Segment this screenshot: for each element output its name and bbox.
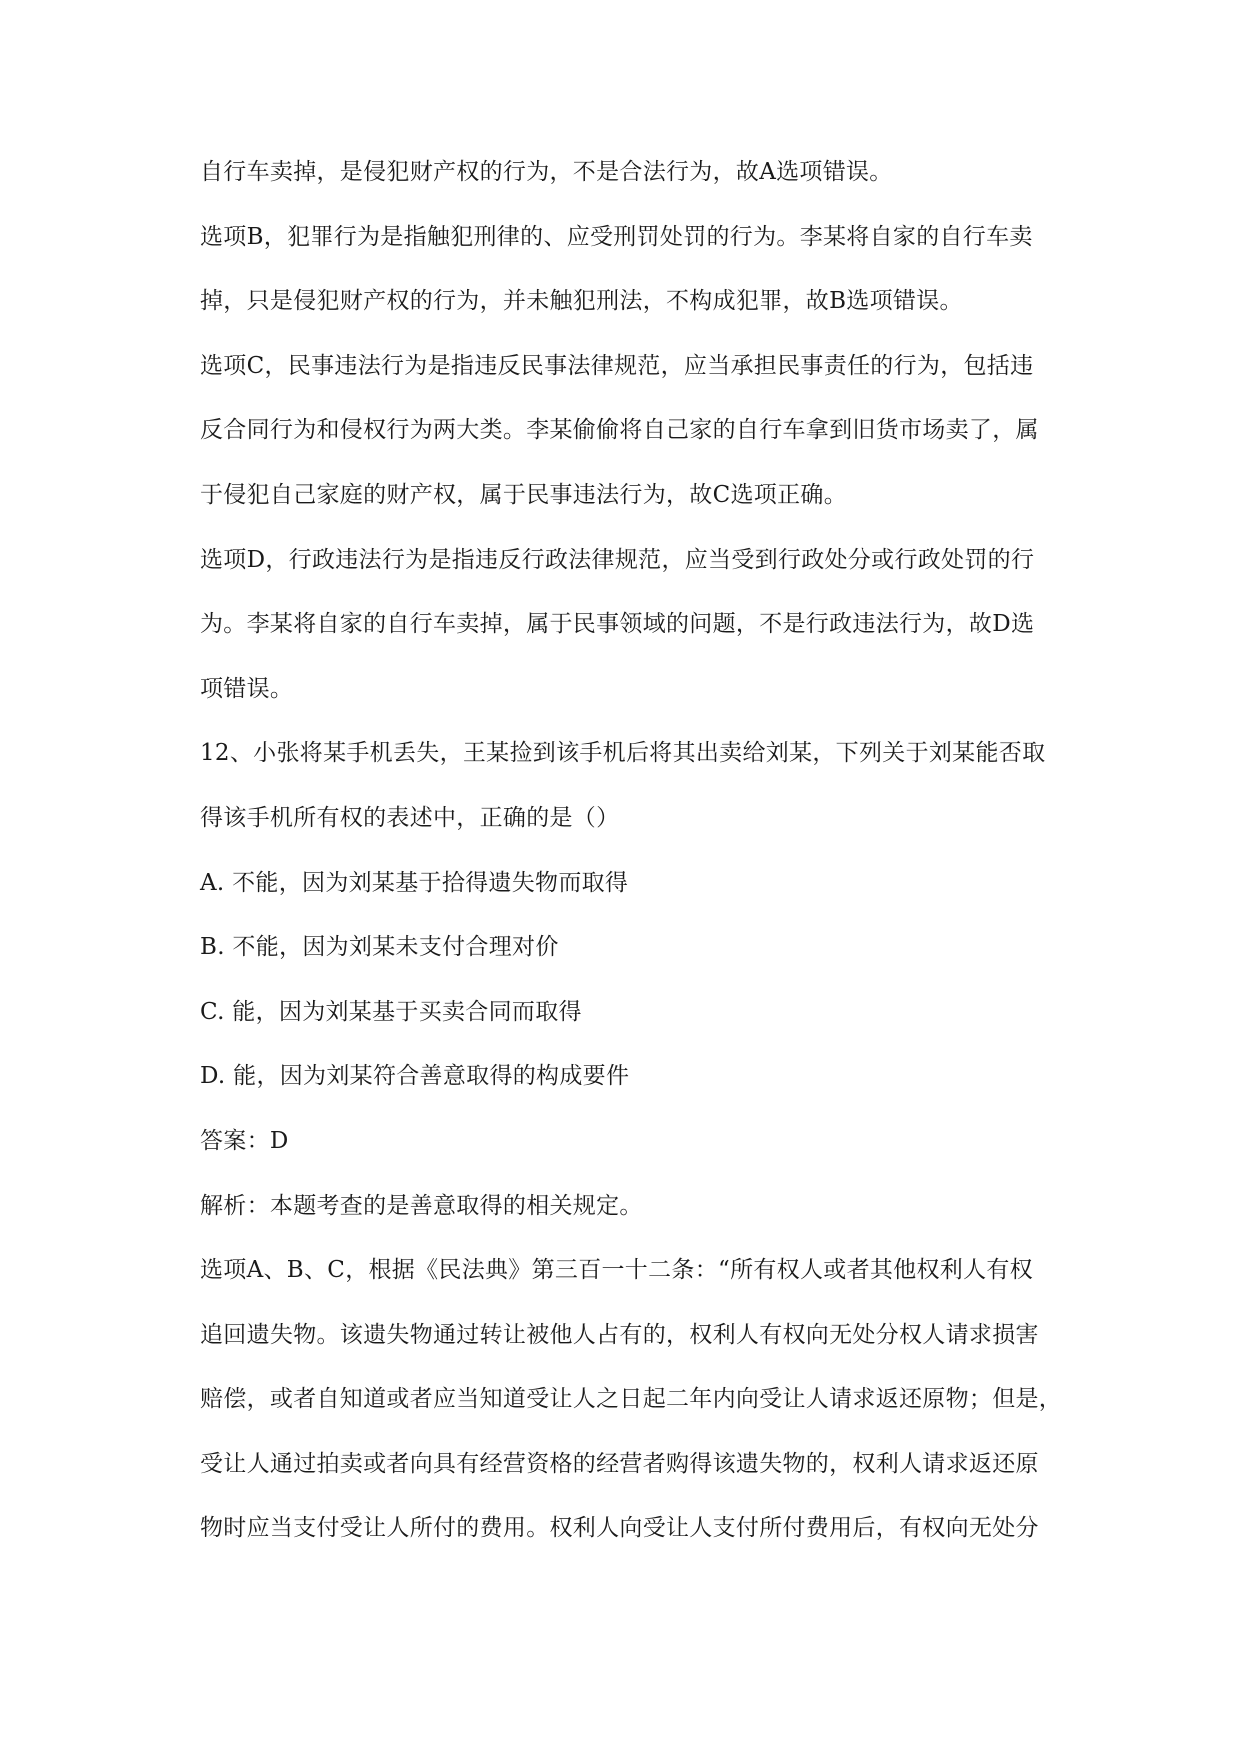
option-b: B. 不能，因为刘某未支付合理对价 — [200, 934, 559, 961]
text-line: 项错误。 — [200, 675, 294, 702]
text-line: 选项D，行政违法行为是指违反行政法律规范，应当受到行政处分或行政处罚的行 — [200, 546, 1035, 573]
question-stem-line: 得该手机所有权的表述中，正确的是（） — [200, 804, 620, 831]
text-line: 于侵犯自己家庭的财产权，属于民事违法行为，故C选项正确。 — [200, 481, 847, 508]
text-line: 选项B，犯罪行为是指触犯刑律的、应受刑罚处罚的行为。李某将自家的自行车卖 — [200, 223, 1033, 250]
text-line: 反合同行为和侵权行为两大类。李某偷偷将自己家的自行车拿到旧货市场卖了，属 — [200, 417, 1039, 444]
answer-line: 答案：D — [200, 1127, 289, 1154]
option-d: D. 能，因为刘某符合善意取得的构成要件 — [200, 1063, 630, 1090]
analysis-line: 追回遗失物。该遗失物通过转让被他人占有的，权利人有权向无处分权人请求损害 — [200, 1321, 1039, 1348]
document-body — [200, 140, 1090, 1561]
option-a: A. 不能，因为刘某基于拾得遗失物而取得 — [200, 869, 629, 896]
text-line: 选项C，民事违法行为是指违反民事法律规范，应当承担民事责任的行为，包括违 — [200, 352, 1034, 379]
analysis-heading: 解析：本题考查的是善意取得的相关规定。 — [200, 1192, 643, 1219]
analysis-line: 物时应当支付受让人所付的费用。权利人向受让人支付所付费用后，有权向无处分 — [200, 1515, 1039, 1542]
analysis-line: 赔偿，或者自知道或者应当知道受让人之日起二年内向受让人请求返还原物；但是， — [200, 1386, 1063, 1413]
text-line: 掉，只是侵犯财产权的行为，并未触犯刑法，不构成犯罪，故B选项错误。 — [200, 288, 963, 315]
analysis-line: 选项A、B、C，根据《民法典》第三百一十二条：“所有权人或者其他权利人有权 — [200, 1257, 1033, 1284]
text-line: 为。李某将自家的自行车卖掉，属于民事领域的问题，不是行政违法行为，故D选 — [200, 611, 1035, 638]
analysis-line: 受让人通过拍卖或者向具有经营资格的经营者购得该遗失物的，权利人请求返还原 — [200, 1450, 1039, 1477]
question-stem-line: 12、小张将某手机丢失，王某捡到该手机后将其出卖给刘某，下列关于刘某能否取 — [200, 740, 1046, 767]
text-line: 自行车卖掉，是侵犯财产权的行为，不是合法行为，故A选项错误。 — [200, 159, 893, 185]
option-c: C. 能，因为刘某基于买卖合同而取得 — [200, 998, 582, 1025]
